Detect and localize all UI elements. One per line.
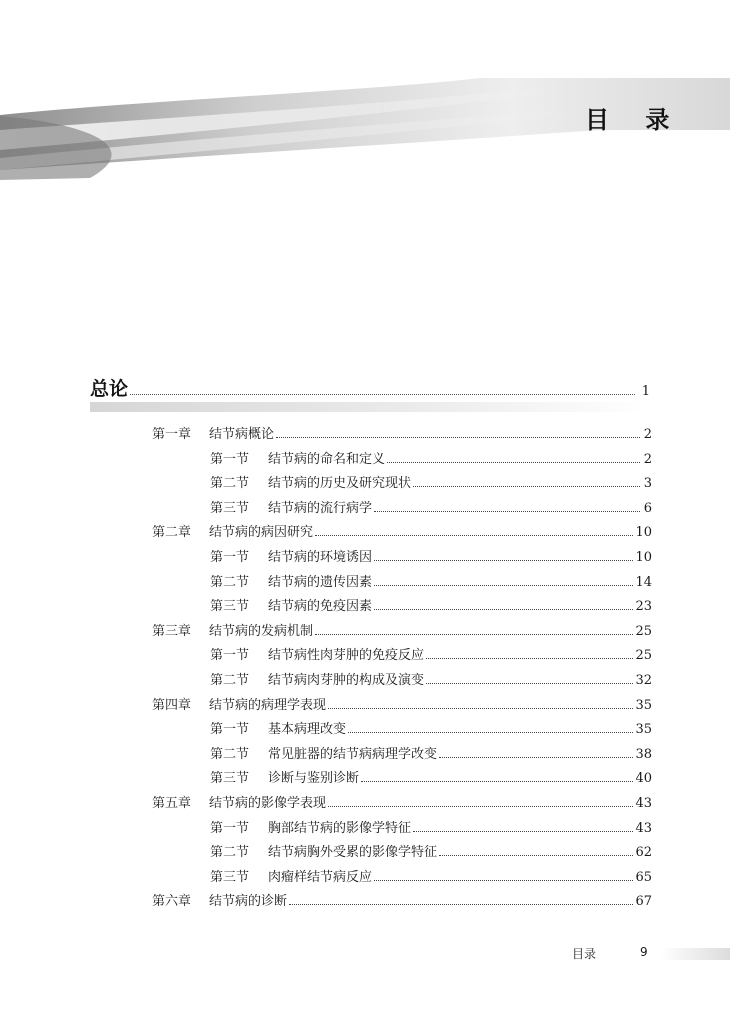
toc-entry-title: 结节病的诊断 (209, 894, 288, 910)
toc-entry-number: 第三节 (210, 500, 250, 516)
footer-page-number: 9 (640, 945, 648, 959)
toc-page-number: 3 (643, 476, 652, 492)
section-underline-bar (90, 402, 650, 412)
toc-entry-number: 第三节 (210, 869, 250, 885)
toc-page-number: 2 (643, 451, 652, 467)
toc-leader-dots (315, 634, 633, 635)
toc-section-entry[interactable] (210, 743, 652, 765)
toc-entry-title: 结节病的影像学表现 (209, 796, 327, 811)
toc-leader-dots (439, 757, 633, 758)
toc-page-number: 43 (635, 796, 652, 811)
toc-page-number: 62 (635, 845, 652, 861)
toc-entry-number: 第二节 (210, 574, 250, 590)
toc-entry-number: 第一节 (210, 550, 250, 565)
toc-entry-number: 第六章 (152, 894, 192, 910)
toc-leader-dots (426, 658, 633, 659)
toc-page-number: 65 (635, 869, 652, 885)
toc-leader-dots (374, 560, 633, 561)
toc-section-general[interactable] (90, 374, 650, 400)
toc-entry-number: 第三节 (210, 771, 250, 787)
toc-entry-title: 结节病的免疫因素 (268, 599, 373, 615)
toc-leader-dots (387, 462, 640, 463)
toc-page-number: 25 (635, 648, 652, 664)
toc-page-number: 32 (635, 673, 652, 688)
toc-section-entry[interactable] (210, 841, 652, 863)
toc-chapter-entry[interactable] (152, 423, 652, 445)
toc-entry-number: 第二节 (210, 746, 250, 762)
toc-page-number: 43 (635, 820, 652, 836)
toc-leader-dots (439, 855, 633, 856)
toc-entry-number: 第一章 (152, 427, 192, 442)
toc-leader-dots (315, 535, 633, 536)
toc-leader-dots (361, 781, 633, 782)
toc-page-number: 10 (635, 550, 652, 565)
toc-chapter-entry[interactable] (152, 792, 652, 814)
toc-section-entry[interactable] (210, 448, 652, 470)
toc-page-number: 40 (635, 771, 652, 787)
toc-page-number: 35 (635, 697, 652, 713)
footer-bar (660, 948, 730, 960)
toc-leader-dots (130, 394, 635, 395)
toc-entry-title: 结节病的病因研究 (209, 525, 314, 541)
toc-page-number: 23 (635, 599, 652, 615)
footer-label: 目录 (572, 947, 597, 961)
toc-leader-dots (276, 437, 640, 438)
toc-entry-number: 第一节 (210, 451, 250, 467)
toc-section-entry[interactable] (210, 472, 652, 494)
toc-page-number: 35 (635, 722, 652, 738)
toc-leader-dots (374, 585, 633, 586)
toc-page-number: 25 (635, 623, 652, 639)
toc-page-number: 14 (635, 574, 652, 590)
toc-entry-title: 胸部结节病的影像学特征 (268, 820, 412, 836)
toc-leader-dots (374, 880, 633, 881)
toc-entry-title: 常见脏器的结节病病理学改变 (268, 746, 438, 762)
toc-entry-number: 第二章 (152, 525, 192, 541)
toc-leader-dots (413, 486, 640, 487)
toc-entry-title: 结节病的命名和定义 (268, 451, 386, 467)
toc-entry-title: 结节病的环境诱因 (268, 550, 373, 565)
toc-section-entry[interactable] (210, 497, 652, 519)
toc-entry-title: 结节病概论 (209, 427, 275, 442)
toc-page-number: 6 (643, 500, 652, 516)
toc-entry-number: 第三章 (152, 623, 192, 639)
toc-entry-title: 诊断与鉴别诊断 (268, 771, 360, 787)
toc-entry-title: 基本病理改变 (268, 722, 347, 738)
page-title: 目 录 (585, 106, 684, 134)
toc-leader-dots (348, 732, 633, 733)
toc-leader-dots (374, 511, 640, 512)
toc-section-label: 总论 (90, 378, 129, 400)
toc-entry-title: 结节病的病理学表现 (209, 697, 327, 713)
toc-chapter-entry[interactable] (152, 521, 652, 543)
toc-chapter-entry[interactable] (152, 890, 652, 912)
toc-page-number: 1 (641, 384, 650, 399)
toc-section-entry[interactable] (210, 817, 652, 839)
toc-page-number: 2 (643, 427, 652, 442)
toc-entry-title: 结节病的发病机制 (209, 623, 314, 639)
toc-section-entry[interactable] (210, 718, 652, 740)
toc-section-entry[interactable] (210, 595, 652, 617)
toc-entry-number: 第二节 (210, 476, 250, 492)
toc-section-entry[interactable] (210, 571, 652, 593)
toc-chapter-entry[interactable] (152, 620, 652, 642)
toc-entry-title: 结节病肉芽肿的构成及演变 (268, 673, 425, 688)
toc-entry-number: 第三节 (210, 599, 250, 615)
toc-page-number: 10 (635, 525, 652, 541)
toc-entry-number: 第一节 (210, 820, 250, 836)
toc-chapter-entry[interactable] (152, 694, 652, 716)
toc-entry-title: 结节病的流行病学 (268, 500, 373, 516)
toc-entry-number: 第二节 (210, 673, 250, 688)
toc-section-entry[interactable] (210, 546, 652, 568)
toc-section-entry[interactable] (210, 644, 652, 666)
toc-entry-number: 第二节 (210, 845, 250, 861)
toc-page-number: 67 (635, 894, 652, 910)
toc-page-number: 38 (635, 746, 652, 762)
toc-entry-title: 结节病的历史及研究现状 (268, 476, 412, 492)
toc-entry-number: 第五章 (152, 796, 192, 811)
toc-leader-dots (374, 609, 633, 610)
toc-leader-dots (328, 806, 633, 807)
toc-entry-number: 第四章 (152, 697, 192, 713)
toc-leader-dots (426, 683, 633, 684)
toc-entry-number: 第一节 (210, 722, 250, 738)
toc-leader-dots (289, 904, 633, 905)
toc-entry-title: 结节病胸外受累的影像学特征 (268, 845, 438, 861)
toc-entry-title: 结节病性肉芽肿的免疫反应 (268, 648, 425, 664)
toc-section-entry[interactable] (210, 767, 652, 789)
toc-leader-dots (328, 708, 633, 709)
toc-entry-title: 肉瘤样结节病反应 (268, 869, 373, 885)
toc-entry-number: 第一节 (210, 648, 250, 664)
toc-section-entry[interactable] (210, 866, 652, 888)
toc-entry-title: 结节病的遗传因素 (268, 574, 373, 590)
toc-leader-dots (413, 831, 633, 832)
toc-section-entry[interactable] (210, 669, 652, 691)
